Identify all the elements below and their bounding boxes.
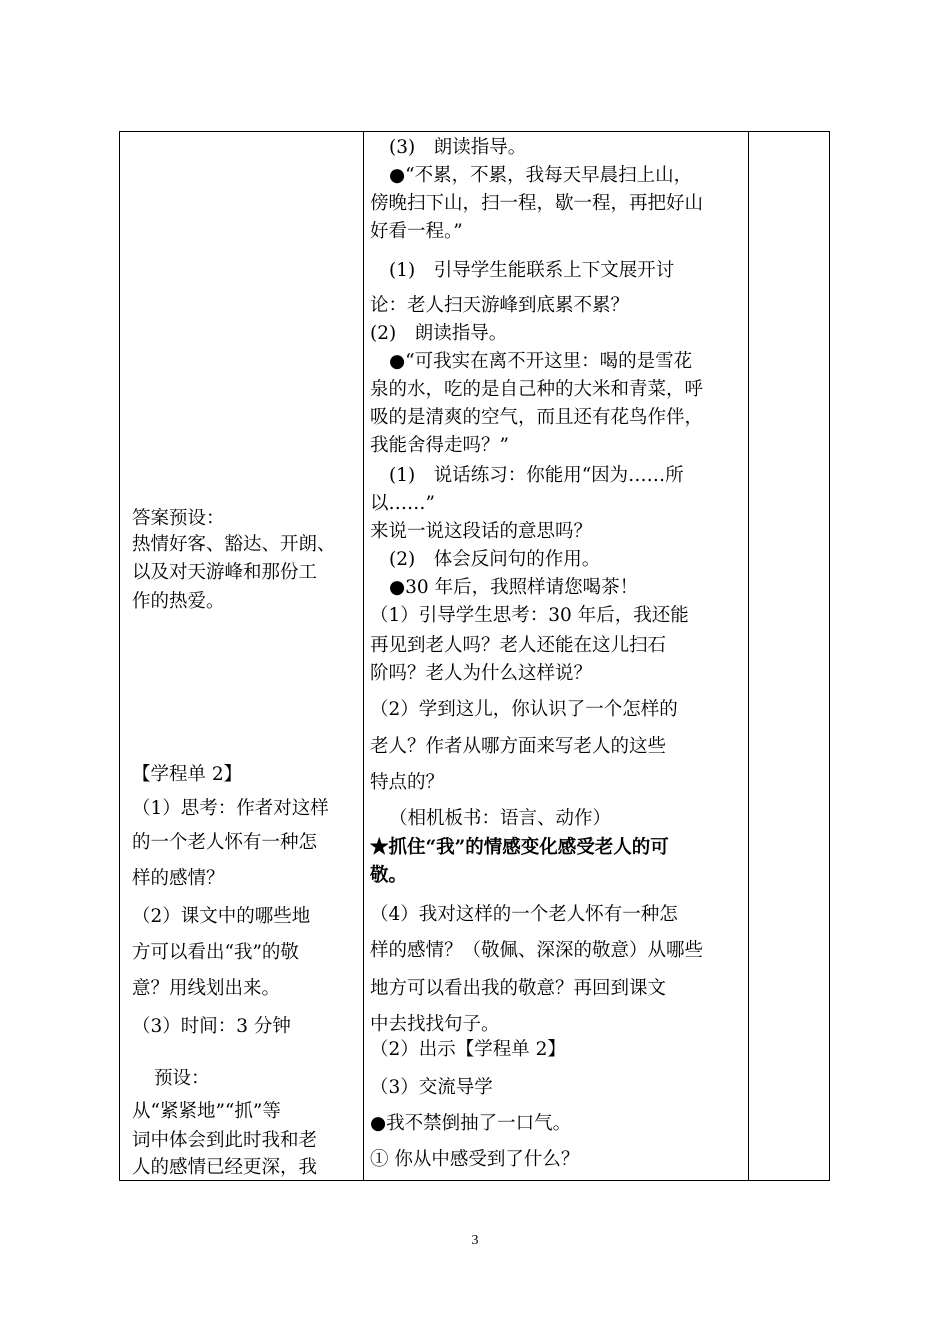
column-divider	[363, 132, 364, 1180]
worksheet-line: （2）课文中的哪些地	[132, 906, 311, 927]
left-cell	[120, 132, 363, 1180]
answer-title: 答案预设：	[132, 508, 225, 529]
text-line: ●“不累，不累，我每天早晨扫上山，	[389, 165, 693, 186]
answer-line: 热情好客、豁达、开朗、	[132, 534, 336, 555]
text-line: 敬。	[370, 865, 408, 886]
worksheet-line: （3）时间：3 分钟	[132, 1016, 291, 1037]
text-line: 再见到老人吗？老人还能在这儿扫石	[370, 635, 667, 656]
preset-line: 词中体会到此时我和老	[132, 1130, 318, 1151]
text-line: （4）我对这样的一个老人怀有一种怎	[370, 904, 678, 925]
text-line: (2) 体会反问句的作用。	[389, 549, 601, 570]
worksheet-line: （1）思考：作者对这样	[132, 798, 329, 819]
text-line: 好看一程。”	[370, 221, 463, 242]
text-line: 我能舍得走吗？”	[370, 435, 509, 456]
text-line: 来说一说这段话的意思吗？	[370, 521, 593, 542]
text-line: 阶吗？老人为什么这样说？	[370, 663, 593, 684]
text-line: ●我不禁倒抽了一口气。	[370, 1113, 572, 1134]
worksheet-line: 样的感情？	[132, 868, 225, 889]
text-line: 老人？作者从哪方面来写老人的这些	[370, 736, 667, 757]
lesson-table	[119, 131, 830, 1181]
text-line: 傍晚扫下山，扫一程，歇一程，再把好山	[370, 193, 704, 214]
middle-cell	[365, 132, 748, 1180]
worksheet-line: 意？用线划出来。	[132, 978, 281, 999]
text-line: 泉的水，吃的是自己种的大米和青菜，呼	[370, 379, 704, 400]
text-line: 吸的是清爽的空气，而且还有花鸟作伴，	[370, 407, 704, 428]
text-line: 以……”	[370, 493, 435, 514]
text-line: 特点的？	[370, 772, 445, 793]
text-line: ●30 年后，我照样请您喝茶！	[389, 577, 639, 598]
text-line: （2）学到这儿，你认识了一个怎样的	[370, 699, 678, 720]
answer-line: 以及对天游峰和那份工	[132, 562, 318, 583]
page-number: 3	[471, 1233, 479, 1248]
text-line: ★抓住“我”的情感变化感受老人的可	[370, 837, 669, 858]
worksheet-title: 【学程单 2】	[132, 764, 243, 785]
text-line: (2) 朗读指导。	[370, 323, 508, 344]
preset-line: 人的感情已经更深，我	[132, 1157, 318, 1178]
text-line: ●“可我实在离不开这里：喝的是雪花	[389, 351, 693, 372]
preset-line: 从“紧紧地”“抓”等	[132, 1101, 281, 1122]
text-line: 论：老人扫天游峰到底累不累？	[370, 295, 630, 316]
text-line: （3）交流导学	[370, 1077, 493, 1098]
worksheet-line: 方可以看出“我”的敬	[132, 942, 299, 963]
column-divider	[748, 132, 749, 1180]
text-line: （相机板书：语言、动作）	[389, 808, 612, 829]
text-line: 地方可以看出我的敬意？再回到课文	[370, 978, 667, 999]
text-line: 样的感情？（敬佩、深深的敬意）从哪些	[370, 940, 704, 961]
text-line: （1）引导学生思考：30 年后，我还能	[370, 605, 689, 626]
text-line: (1) 引导学生能联系上下文展开讨	[389, 260, 675, 281]
text-line: (3) 朗读指导。	[389, 137, 527, 158]
answer-line: 作的热爱。	[132, 591, 225, 612]
preset-title: 预设：	[154, 1068, 210, 1089]
text-line: （2）出示【学程单 2】	[370, 1039, 566, 1060]
text-line: (1) 说话练习：你能用“因为……所	[389, 465, 684, 486]
text-line: 中去找找句子。	[370, 1014, 500, 1035]
worksheet-line: 的一个老人怀有一种怎	[132, 832, 318, 853]
text-line: ① 你从中感受到了什么？	[370, 1149, 580, 1170]
right-cell	[750, 132, 828, 1180]
